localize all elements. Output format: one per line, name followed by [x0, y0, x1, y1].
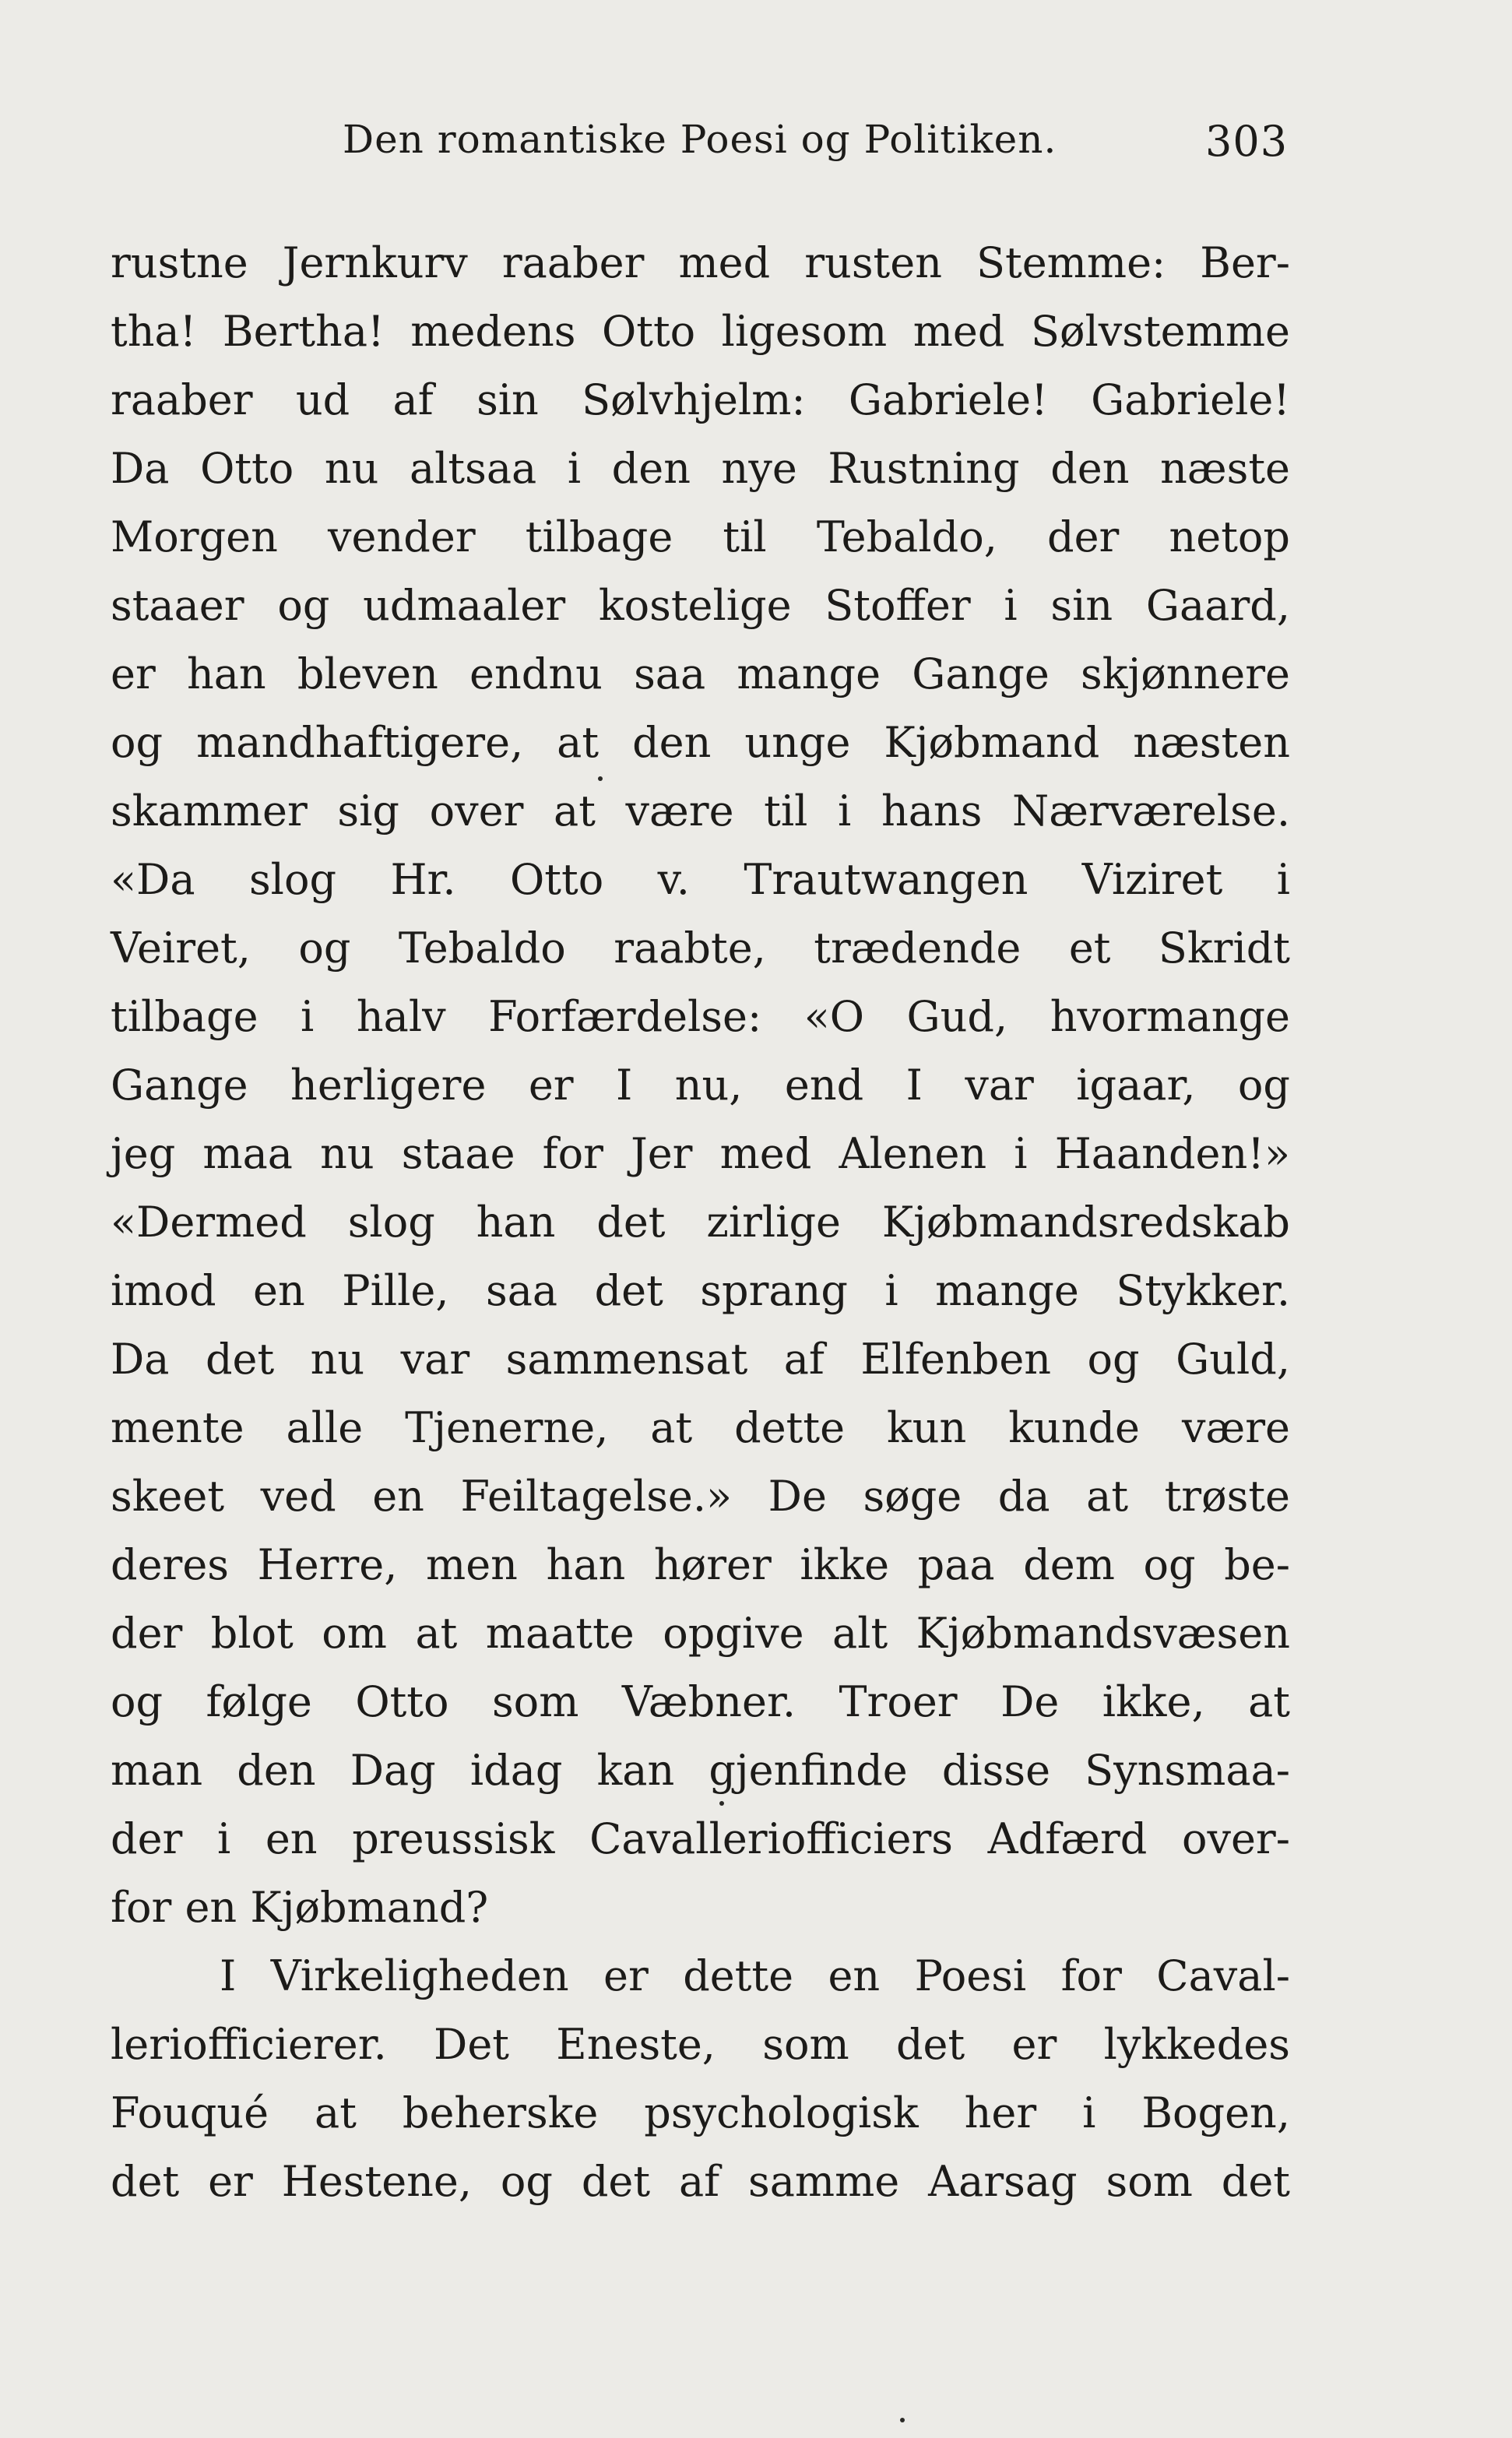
text-line: «Da slog Hr. Otto v. Trautwangen Viziret i [111, 855, 1290, 904]
text-line: der i en preussisk Cavalleriofficiers Adfærd over- [111, 1814, 1290, 1863]
text-line: Da det nu var sammensat af Elfenben og Guld, [111, 1335, 1290, 1384]
ink-speck [598, 776, 603, 781]
text-line: Fouqué at beherske psychologisk her i Bogen, [111, 2088, 1290, 2137]
text-line: tilbage i halv Forfærdelse: «O Gud, hvormange [111, 992, 1290, 1041]
text-line: Veiret, og Tebaldo raabte, trædende et Skridt [111, 923, 1290, 973]
text-line: rustne Jernkurv raaber med rusten Stemme: Ber- [111, 238, 1290, 287]
text-line: for en Kjøbmand? [111, 1883, 489, 1932]
text-line: deres Herre, men han hører ikke paa dem og be- [111, 1540, 1290, 1589]
running-title: Den romantiske Poesi og Politiken. [343, 117, 1057, 162]
text-line: «Dermed slog han det zirlige Kjøbmandsredskab [111, 1198, 1290, 1247]
text-line: skammer sig over at være til i hans Nærværelse. [111, 786, 1290, 836]
text-line: mente alle Tjenerne, at dette kun kunde være [111, 1403, 1290, 1452]
text-line: man den Dag idag kan gjenfinde disse Synsmaa- [111, 1746, 1290, 1795]
text-line: Morgen vender tilbage til Tebaldo, der netop [111, 512, 1290, 561]
ink-speck [900, 2418, 905, 2422]
text-line: tha! Bertha! medens Otto ligesom med Sølvstemme [111, 307, 1290, 356]
text-line: imod en Pille, saa det sprang i mange Stykker. [111, 1266, 1290, 1315]
text-line: det er Hestene, og det af samme Aarsag som det [111, 2157, 1290, 2206]
text-line: er han bleven endnu saa mange Gange skjønnere [111, 649, 1290, 698]
text-line: der blot om at maatte opgive alt Kjøbmandsvæsen [111, 1609, 1290, 1658]
text-line: og mandhaftigere, at den unge Kjøbmand næsten [111, 718, 1290, 767]
text-line: Da Otto nu altsaa i den nye Rustning den næste [111, 444, 1290, 493]
page-number: 303 [1205, 117, 1289, 166]
text-line: Gange herligere er I nu, end I var igaar, og [111, 1061, 1290, 1110]
ink-speck [719, 1801, 724, 1806]
text-line: staaer og udmaaler kostelige Stoffer i sin Gaard, [111, 581, 1290, 630]
text-line: jeg maa nu staae for Jer med Alenen i Haanden!» [111, 1129, 1290, 1178]
text-line: og følge Otto som Væbner. Troer De ikke, at [111, 1677, 1290, 1726]
text-line: leriofficierer. Det Eneste, som det er lykkedes [111, 2020, 1290, 2069]
text-line: raaber ud af sin Sølvhjelm: Gabriele! Gabriele! [111, 375, 1290, 424]
paragraph-first-line: I Virkeligheden er dette en Poesi for Caval- [220, 1951, 1290, 2000]
text-line: skeet ved en Feiltagelse.» De søge da at trøste [111, 1472, 1290, 1521]
